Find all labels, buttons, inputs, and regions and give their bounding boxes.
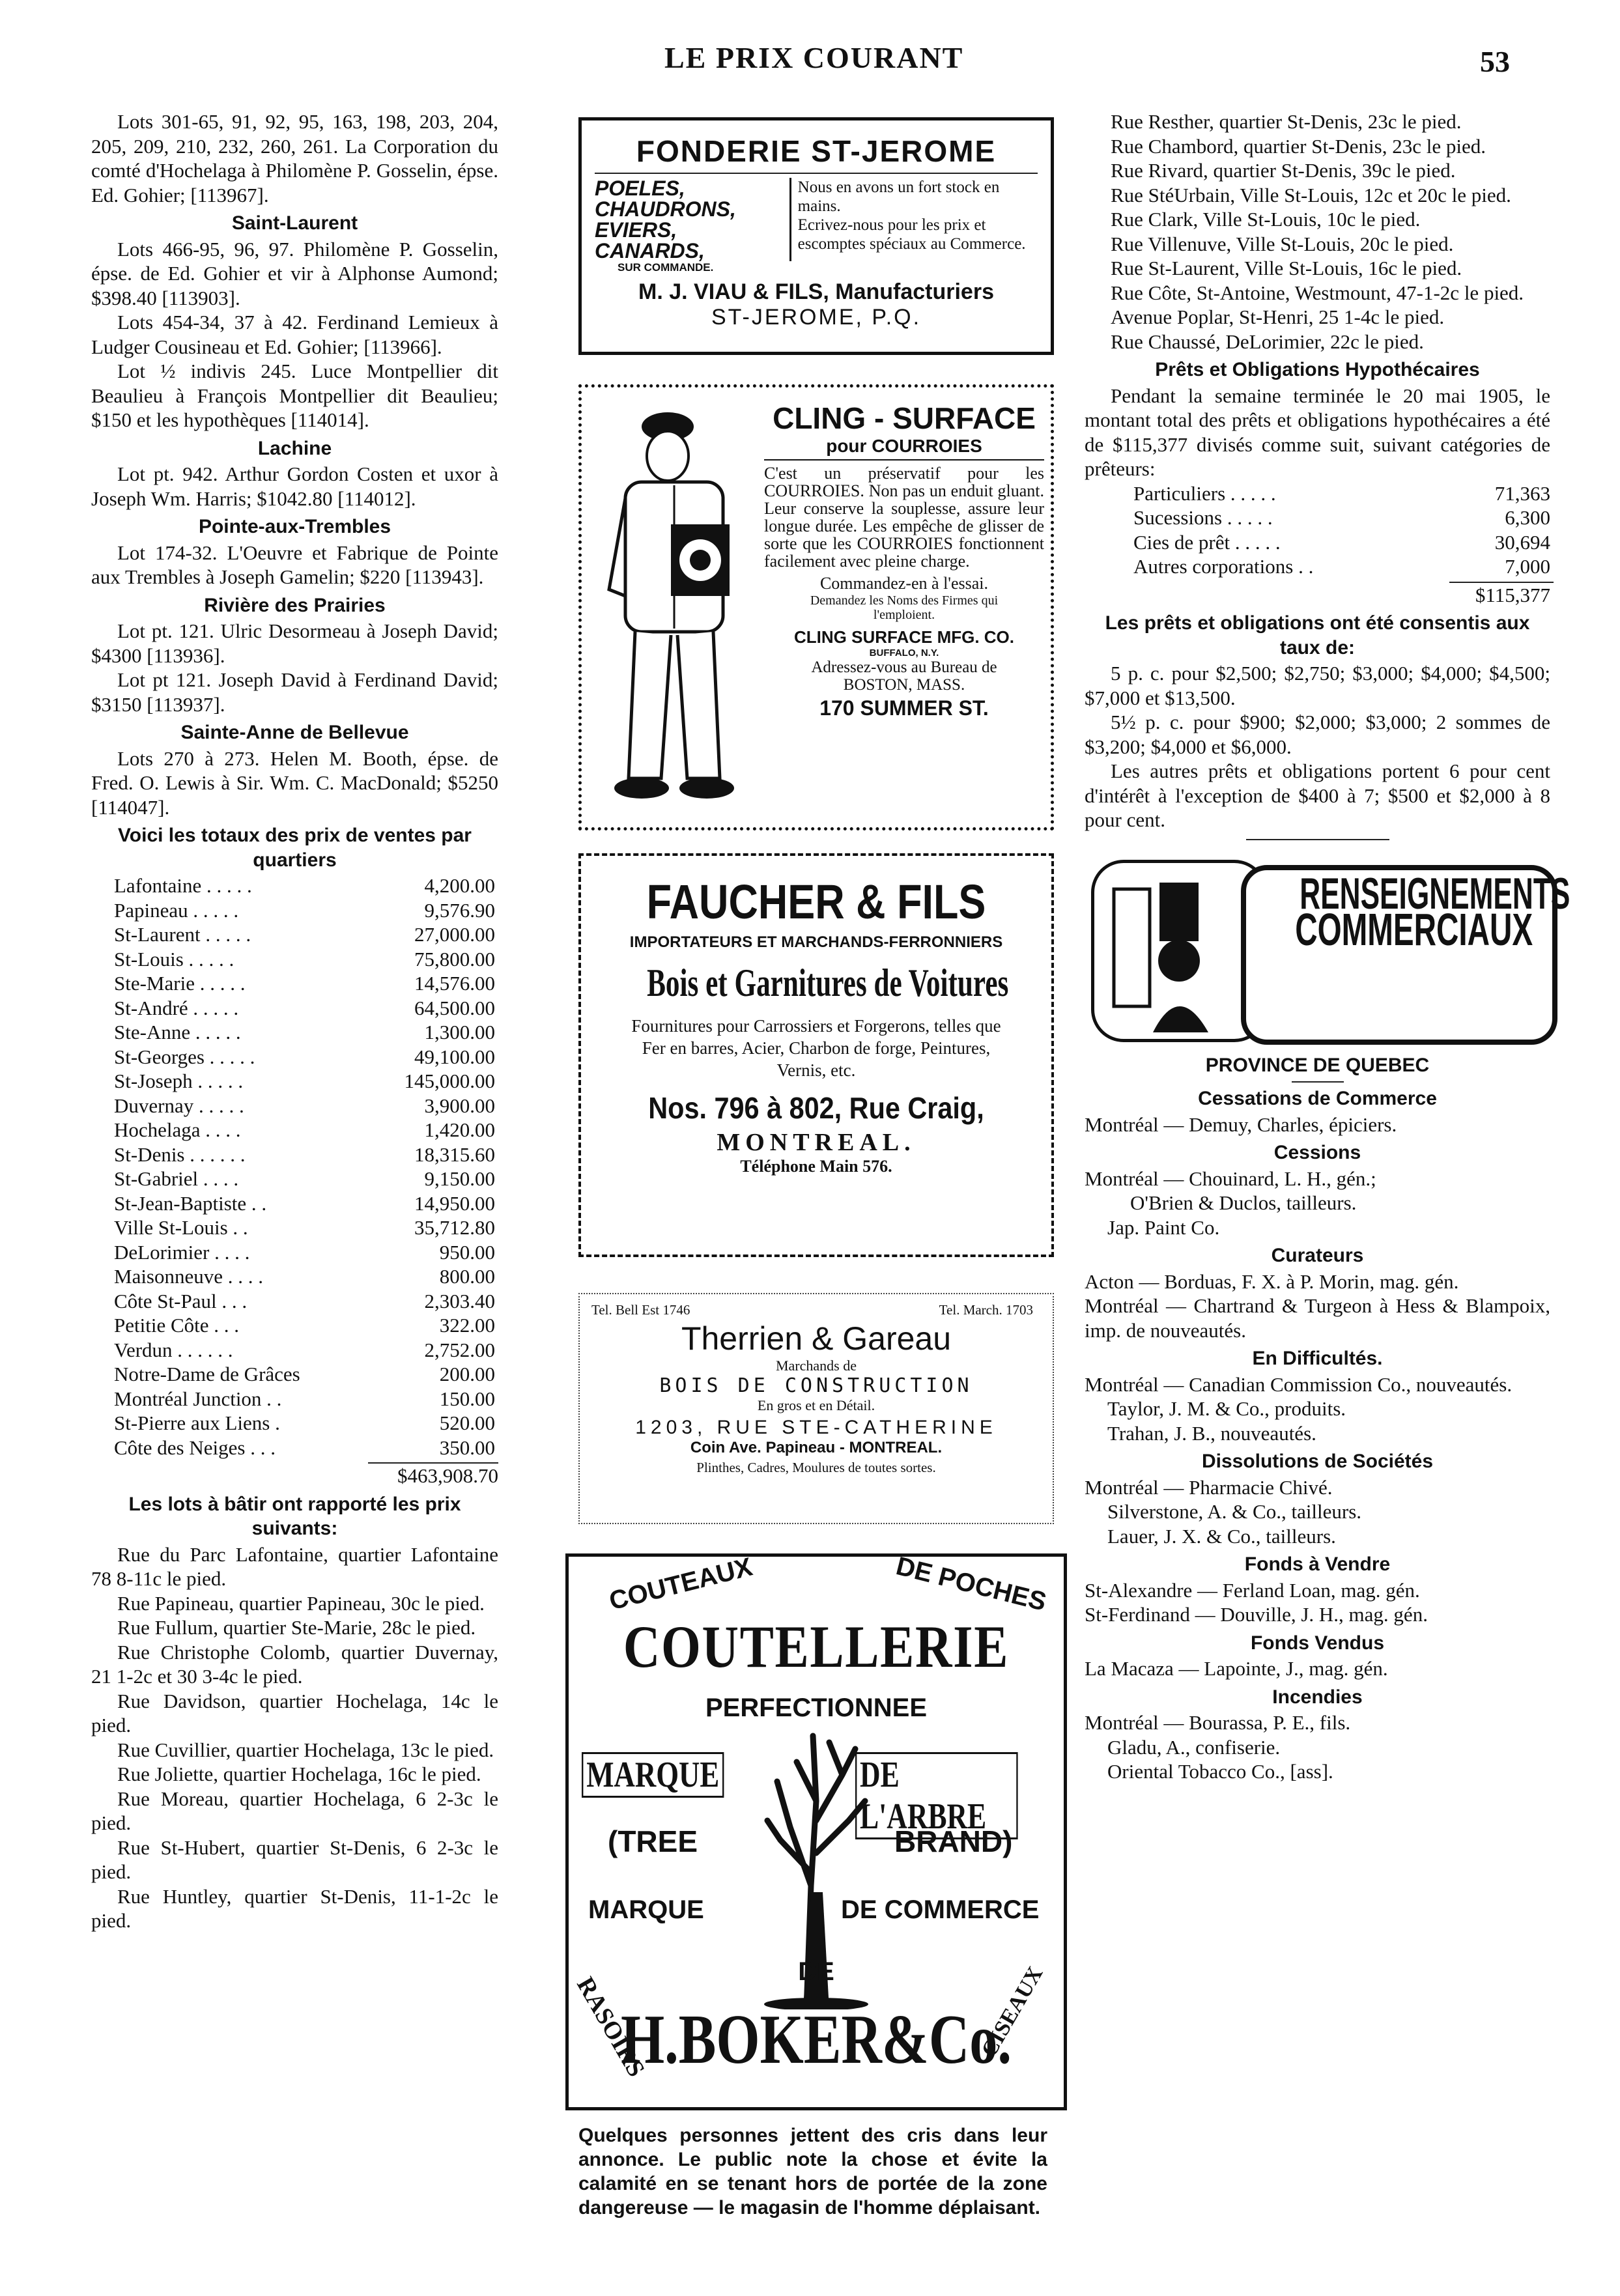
row-label: Montréal Junction . . bbox=[114, 1387, 282, 1410]
ad-order: Commandez-en à l'essai. bbox=[819, 574, 989, 593]
row-label: Côte St-Paul . . . bbox=[114, 1289, 248, 1312]
row-label: Petitie Côte . . . bbox=[114, 1314, 240, 1337]
list-item: Rue St-Hubert, quartier St-Denis, 6 2-3c le pied. bbox=[91, 1835, 498, 1883]
list-item: Rue StéUrbain, Ville St-Louis, 12c et 20c le pied. bbox=[1111, 183, 1511, 206]
table-row bbox=[114, 1045, 495, 1070]
entry: Montréal — Chouinard, L. H., gén.; bbox=[1085, 1167, 1376, 1190]
logo-banner bbox=[1241, 865, 1570, 1045]
list-item: Rue Joliette, quartier Hochelaga, 16c le pied. bbox=[117, 1763, 481, 1785]
row-label: Ste-Anne . . . . . bbox=[114, 1021, 241, 1043]
ad-body: Fournitures pour Carrossiers et Forgerons, telles que Fer en barres, Acier, Charbon de forge, Peintures, Vernis, etc. bbox=[631, 1016, 1001, 1080]
worker-illustration bbox=[596, 401, 765, 817]
totals-table bbox=[114, 873, 495, 1460]
list-item: Rue Moreau, quartier Hochelaga, 6 2-3c le pied. bbox=[91, 1787, 498, 1834]
streets-list bbox=[1085, 109, 1550, 354]
ad-items: POELES, CHAUDRONS, EVIERS, CANARDS, bbox=[595, 177, 736, 262]
row-label: St-André . . . . . bbox=[114, 996, 239, 1019]
ad-ask: Demandez les Noms des Firmes qui l'emploient. bbox=[810, 593, 999, 622]
table-row bbox=[114, 898, 495, 923]
paragraph: Pendant la semaine terminée le 20 mai 1905, le montant total des prêts et obligations hypothécaires a été de $115,377 divisés comme suit, suivant catégories de prêteurs: bbox=[1085, 384, 1550, 480]
lenders-total: $115,377 bbox=[1475, 583, 1550, 606]
table-row bbox=[114, 1118, 495, 1142]
ad-maker: M. J. VIAU & FILS, Manufacturiers bbox=[638, 279, 994, 304]
ad-footnote: Plinthes, Cadres, Moulures de toutes sortes. bbox=[696, 1460, 936, 1475]
section-heading: PROVINCE DE QUEBEC bbox=[1205, 1054, 1430, 1076]
row-label: Sucessions . . . . . bbox=[1133, 506, 1273, 529]
running-title: LE PRIX COURANT bbox=[664, 41, 964, 74]
section-heading: Curateurs bbox=[1271, 1245, 1364, 1266]
row-value: 145,000.00 bbox=[404, 1070, 495, 1092]
ad-corner-text: COUTEAUX bbox=[606, 1552, 756, 1616]
list-item: Rue Papineau, quartier Papineau, 30c le pied. bbox=[117, 1591, 485, 1615]
ad-city: BUFFALO, N.Y. bbox=[869, 647, 939, 659]
paragraph: Lot pt. 121. Ulric Desormeau à Joseph David; $4300 [113936]. bbox=[91, 619, 498, 667]
table-row bbox=[114, 1338, 495, 1363]
entry: Acton — Borduas, F. X. à P. Morin, mag. gén. bbox=[1085, 1269, 1459, 1293]
paragraph: 5½ p. c. pour $900; $2,000; $3,000; 2 sommes de $3,200; $4,000 et $6,000. bbox=[1085, 711, 1550, 758]
ad-note: Nous en avons un fort stock en mains. bbox=[797, 178, 1000, 215]
ad-address: Adressez-vous au Bureau de BOSTON, MASS. bbox=[811, 659, 997, 694]
table-row bbox=[114, 1094, 495, 1118]
row-label: St-Denis . . . . . . bbox=[114, 1142, 246, 1166]
section-heading: Les prêts et obligations ont été consentis aux taux de: bbox=[1105, 612, 1530, 659]
row-value: 9,150.00 bbox=[424, 1167, 495, 1190]
paragraph: Lots 301-65, 91, 92, 95, 163, 198, 203, 204, 205, 209, 210, 232, 260, 261. La Corporation du comté d'Hochelaga à Philomène P. Gosselin, épse. Ed. Gohier; [113967]. bbox=[91, 110, 498, 206]
row-label: St-Louis . . . . . bbox=[114, 947, 234, 971]
ad-address: 1203, RUE STE-CATHERINE bbox=[635, 1417, 997, 1438]
ad-therrien bbox=[578, 1293, 1054, 1524]
row-value: 4,200.00 bbox=[424, 874, 495, 897]
ad-street: 170 SUMMER ST. bbox=[819, 696, 989, 720]
ad-telephone: Tel. March. 1703 bbox=[939, 1302, 1033, 1318]
ad-arbre: DE L'ARBRE bbox=[855, 1752, 1018, 1839]
row-value: 3,900.00 bbox=[424, 1094, 495, 1117]
row-value: 150.00 bbox=[439, 1387, 495, 1410]
ad-corner-text: DE POCHES bbox=[893, 1552, 1049, 1617]
telephone-operator-icon bbox=[1094, 863, 1257, 1032]
section-heading: Fonds Vendus bbox=[1250, 1632, 1385, 1654]
ad-faucher bbox=[578, 853, 1054, 1257]
list-item: Rue Clark, Ville St-Louis, 10c le pied. bbox=[1111, 208, 1421, 231]
paragraph: Les autres prêts et obligations portent 6 pour cent d'intérêt à l'exception de $400 à 7; $500 et $2,000 à 8 pour cent. bbox=[1085, 759, 1550, 831]
right-column bbox=[1085, 109, 1570, 1784]
row-label: Particuliers . . . . . bbox=[1133, 481, 1276, 505]
table-row bbox=[1133, 505, 1550, 530]
table-row bbox=[114, 1289, 495, 1314]
ad-company: CLING SURFACE MFG. CO. bbox=[794, 627, 1014, 647]
divider bbox=[595, 173, 1038, 174]
list-item: Rue Villenuve, Ville St-Louis, 20c le pied. bbox=[1111, 232, 1454, 255]
ad-note: Ecrivez-nous pour les prix et escomptes spéciaux au Commerce. bbox=[797, 216, 1026, 253]
list-item: Rue Christophe Colomb, quartier Duvernay, 21 1-2c et 30 3-4c le pied. bbox=[91, 1640, 498, 1688]
entry: Gladu, A., confiserie. bbox=[1107, 1735, 1281, 1759]
row-value: 2,752.00 bbox=[424, 1338, 495, 1361]
row-label: Duvernay . . . . . bbox=[114, 1094, 244, 1117]
ad-title: FONDERIE ST-JEROME bbox=[636, 134, 997, 168]
table-row bbox=[114, 1020, 495, 1045]
section-heading: Sainte-Anne de Bellevue bbox=[180, 722, 409, 743]
row-label: Maisonneuve . . . . bbox=[114, 1265, 264, 1288]
entry: Jap. Paint Co. bbox=[1107, 1215, 1220, 1239]
section-heading: Saint-Laurent bbox=[231, 212, 358, 234]
table-row bbox=[114, 947, 495, 972]
ad-place: ST-JEROME, P.Q. bbox=[711, 305, 922, 330]
table-row bbox=[114, 1167, 495, 1191]
entry: Lauer, J. X. & Co., tailleurs. bbox=[1107, 1524, 1336, 1548]
row-label: Cies de prêt . . . . . bbox=[1133, 530, 1281, 554]
row-value: 520.00 bbox=[439, 1411, 495, 1434]
table-row bbox=[114, 996, 495, 1021]
grand-total: $463,908.70 bbox=[397, 1464, 498, 1487]
ad-telephone: Tel. Bell Est 1746 bbox=[591, 1302, 690, 1318]
ad-note: SUR COMMANDE. bbox=[618, 261, 714, 274]
row-label: St-Joseph . . . . . bbox=[114, 1070, 244, 1092]
list-item: Rue Chambord, quartier St-Denis, 23c le pied. bbox=[1111, 134, 1486, 158]
list-item: Rue du Parc Lafontaine, quartier Lafontaine 78 8-11c le pied. bbox=[91, 1542, 498, 1590]
table-row bbox=[114, 1411, 495, 1436]
entry: Montréal — Chartrand & Turgeon à Hess & Blampoix, imp. de nouveautés. bbox=[1085, 1294, 1550, 1342]
table-row bbox=[1133, 530, 1550, 555]
row-value: 950.00 bbox=[439, 1240, 495, 1264]
paragraph: Lot pt. 942. Arthur Gordon Costen et uxor à Joseph Wm. Harris; $1042.80 [114012]. bbox=[91, 462, 498, 510]
ad-tree: (TREE bbox=[608, 1824, 698, 1858]
row-value: 2,303.40 bbox=[424, 1289, 495, 1312]
ad-body: C'est un préservatif pour les COURROIES. Non pas un enduit gluant. Leur conserve la souplesse, assure leur longue durée. Les empêche de glisser de sorte que les COURROIES fonctionnent facilement avec pleine charge. bbox=[764, 464, 1044, 571]
row-value: 75,800.00 bbox=[414, 947, 495, 971]
ad-notice: Quelques personnes jettent des cris dans leur annonce. Le public note la chose et évite la calamité en se tenant hors de portée de la zone dangereuse — le magasin de l'homme déplaisant. bbox=[578, 2125, 1047, 2218]
ad-title: CLING - SURFACE bbox=[773, 401, 1036, 435]
row-value: 800.00 bbox=[439, 1265, 495, 1288]
row-label: St-Jean-Baptiste . . bbox=[114, 1191, 267, 1215]
entry: Montréal — Canadian Commission Co., nouveautés. bbox=[1085, 1372, 1513, 1396]
section-heading: Fonds à Vendre bbox=[1244, 1553, 1391, 1575]
entry: Montréal — Demuy, Charles, épiciers. bbox=[1085, 1113, 1397, 1136]
ad-commerce: DE COMMERCE bbox=[841, 1895, 1040, 1924]
row-value: 27,000.00 bbox=[414, 923, 495, 946]
table-row bbox=[1133, 554, 1550, 579]
list-item: Rue Huntley, quartier St-Denis, 11-1-2c le pied. bbox=[91, 1884, 498, 1932]
table-row bbox=[114, 1436, 495, 1460]
row-value: 18,315.60 bbox=[414, 1142, 495, 1166]
list-item: Rue Davidson, quartier Hochelaga, 14c le pied. bbox=[91, 1689, 498, 1736]
table-row bbox=[114, 1362, 495, 1387]
list-item: Rue Chaussé, DeLorimier, 22c le pied. bbox=[1111, 330, 1424, 353]
paragraph: Lot pt 121. Joseph David à Ferdinand David; $3150 [113937]. bbox=[91, 668, 498, 716]
ad-subtitle: PERFECTIONNEE bbox=[705, 1694, 928, 1722]
divider bbox=[1246, 839, 1389, 840]
entry: O'Brien & Duclos, tailleurs. bbox=[1130, 1191, 1357, 1214]
logo-text: COMMERCIAUX bbox=[1295, 904, 1533, 955]
logo-text: RENSEIGNEMENTS bbox=[1300, 868, 1570, 918]
row-value: 1,420.00 bbox=[424, 1118, 495, 1141]
row-value: 35,712.80 bbox=[414, 1216, 495, 1239]
row-label: Hochelaga . . . . bbox=[114, 1118, 241, 1141]
entry: Trahan, J. B., nouveautés. bbox=[1107, 1421, 1316, 1445]
list-item: Rue Côte, St-Antoine, Westmount, 47-1-2c le pied. bbox=[1111, 281, 1524, 304]
row-value: 49,100.00 bbox=[414, 1045, 495, 1068]
ad-title: FAUCHER & FILS bbox=[646, 875, 986, 929]
ad-boker bbox=[565, 1553, 1067, 2110]
section-heading: Dissolutions de Sociétés bbox=[1201, 1451, 1434, 1472]
table-row bbox=[114, 1264, 495, 1289]
section-heading: Cessions bbox=[1273, 1142, 1361, 1163]
table-row bbox=[114, 922, 495, 947]
table-row bbox=[114, 1240, 495, 1265]
ad-marque: MARQUE bbox=[582, 1752, 724, 1798]
table-row bbox=[114, 971, 495, 996]
row-label: DeLorimier . . . . bbox=[114, 1240, 250, 1264]
ad-subtitle: En gros et en Détail. bbox=[757, 1397, 875, 1413]
table-row bbox=[1133, 481, 1550, 506]
row-label: Verdun . . . . . . bbox=[114, 1338, 233, 1361]
ad-cling-surface bbox=[578, 384, 1054, 830]
row-label: St-Laurent . . . . . bbox=[114, 923, 251, 946]
table-row bbox=[114, 1191, 495, 1216]
section-heading: Prêts et Obligations Hypothécaires bbox=[1155, 359, 1480, 380]
list-item: Rue Rivard, quartier St-Denis, 39c le pied. bbox=[1111, 159, 1456, 182]
row-label: St-Gabriel . . . . bbox=[114, 1167, 239, 1190]
row-value: 14,576.00 bbox=[414, 972, 495, 995]
ad-subtitle: IMPORTATEURS ET MARCHANDS-FERRONNIERS bbox=[629, 933, 1003, 951]
ad-fonderie bbox=[578, 117, 1054, 355]
row-label: Ville St-Louis . . bbox=[114, 1216, 248, 1239]
row-value: 322.00 bbox=[439, 1314, 495, 1337]
ad-maker: H.BOKER&Co. bbox=[620, 2001, 1012, 2078]
section-heading: En Difficultés. bbox=[1252, 1348, 1383, 1369]
ad-subtitle: Marchands de bbox=[775, 1357, 857, 1374]
list-item: Rue Cuvillier, quartier Hochelaga, 13c le pied. bbox=[117, 1738, 494, 1761]
ad-subtitle: BOIS DE CONSTRUCTION bbox=[659, 1374, 973, 1397]
row-value: 6,300 bbox=[1505, 506, 1550, 529]
row-value: 30,694 bbox=[1494, 530, 1550, 554]
divider bbox=[1292, 1081, 1344, 1083]
section-heading: Cessations de Commerce bbox=[1198, 1088, 1437, 1109]
entry: Montréal — Pharmacie Chivé. bbox=[1085, 1475, 1333, 1499]
section-heading: Pointe-aux-Trembles bbox=[198, 516, 391, 537]
paragraph: Lot ½ indivis 245. Luce Montpellier dit Beaulieu à François Montpellier dit Beaulieu; $150 et les hypothèques [114014]. bbox=[91, 360, 498, 431]
entry: St-Alexandre — Ferland Loan, mag. gén. bbox=[1085, 1578, 1420, 1602]
row-label: Autres corporations . . bbox=[1133, 555, 1314, 578]
row-value: 71,363 bbox=[1494, 481, 1550, 505]
ad-headline: Bois et Garnitures de Voitures bbox=[647, 961, 1009, 1004]
row-value: 350.00 bbox=[439, 1436, 495, 1459]
table-row bbox=[114, 873, 495, 898]
section-heading: Rivière des Prairies bbox=[204, 594, 386, 616]
entry: St-Ferdinand — Douville, J. H., mag. gén. bbox=[1085, 1603, 1428, 1626]
ad-telephone: Téléphone Main 576. bbox=[740, 1157, 892, 1176]
row-value: 1,300.00 bbox=[424, 1021, 495, 1043]
row-label: Papineau . . . . . bbox=[114, 898, 239, 922]
entry: Silverstone, A. & Co., tailleurs. bbox=[1107, 1500, 1362, 1523]
entry: Oriental Tobacco Co., [ass]. bbox=[1107, 1760, 1333, 1783]
paragraph: 5 p. c. pour $2,500; $2,750; $3,000; $4,000; $4,500; $7,000 et $13,500. bbox=[1085, 662, 1550, 709]
left-column bbox=[91, 109, 498, 1933]
renseignements-logo bbox=[1085, 860, 1570, 1045]
entry: Montréal — Bourassa, P. E., fils. bbox=[1085, 1711, 1351, 1734]
ad-brand: BRAND) bbox=[894, 1824, 1013, 1858]
list-item: Rue Resther, quartier St-Denis, 23c le pied. bbox=[1111, 110, 1462, 133]
row-value: 9,576.90 bbox=[424, 898, 495, 922]
row-label: Lafontaine . . . . . bbox=[114, 874, 252, 897]
table-row bbox=[114, 1215, 495, 1240]
page-number: 53 bbox=[1480, 45, 1510, 78]
ad-title: Therrien & Gareau bbox=[681, 1320, 952, 1357]
row-label: St-Pierre aux Liens . bbox=[114, 1411, 280, 1434]
row-value: 14,950.00 bbox=[414, 1191, 495, 1215]
list-item: Rue St-Laurent, Ville St-Louis, 16c le pied. bbox=[1111, 257, 1462, 279]
totals-heading: Voici les totaux des prix de ventes par quartiers bbox=[118, 825, 472, 871]
ad-de: DE bbox=[798, 1957, 834, 1986]
ad-marque: MARQUE bbox=[588, 1895, 704, 1924]
lots-list bbox=[91, 1542, 498, 1933]
section-heading: Lachine bbox=[257, 437, 332, 459]
ad-side-text: CISEAUX bbox=[976, 1963, 1048, 2062]
list-item: Avenue Poplar, St-Henri, 25 1-4c le pied. bbox=[1111, 305, 1445, 328]
ad-subtitle: pour COURROIES bbox=[764, 436, 1044, 461]
table-row bbox=[114, 1069, 495, 1094]
paragraph: Lots 466-95, 96, 97. Philomène P. Gosselin, épse. de Ed. Gohier et vir à Alphonse Aumond; $398.40 [113903]. bbox=[91, 237, 498, 309]
ad-corner: Coin Ave. Papineau - MONTREAL. bbox=[690, 1439, 943, 1456]
ad-title: COUTELLERIE bbox=[623, 1613, 1010, 1680]
row-label: Notre-Dame de Grâces bbox=[114, 1363, 300, 1385]
entry: Taylor, J. M. & Co., produits. bbox=[1107, 1397, 1346, 1420]
paragraph: Lot 174-32. L'Oeuvre et Fabrique de Pointe aux Trembles à Joseph Gamelin; $220 [113943]. bbox=[91, 541, 498, 588]
row-value: 64,500.00 bbox=[414, 996, 495, 1019]
row-label: Côte des Neiges . . . bbox=[114, 1436, 276, 1459]
lenders-table bbox=[1133, 481, 1550, 579]
ad-address: Nos. 796 à 802, Rue Craig, bbox=[648, 1091, 984, 1125]
section-heading: Incendies bbox=[1272, 1686, 1363, 1708]
table-row bbox=[114, 1387, 495, 1411]
paragraph: Lots 270 à 273. Helen M. Booth, épse. de Fred. O. Lewis à Sir. Wm. C. MacDonald; $5250 [114047]. bbox=[91, 746, 498, 819]
row-value: 7,000 bbox=[1505, 555, 1550, 578]
entry: La Macaza — Lapointe, J., mag. gén. bbox=[1085, 1657, 1388, 1680]
list-item: Rue Fullum, quartier Ste-Marie, 28c le pied. bbox=[117, 1616, 476, 1639]
row-label: St-Georges . . . . . bbox=[114, 1045, 255, 1068]
ad-side-text: RASOIRS bbox=[571, 1972, 650, 2082]
row-value: 200.00 bbox=[439, 1363, 495, 1385]
table-row bbox=[114, 1313, 495, 1338]
ad-city: MONTREAL. bbox=[717, 1129, 916, 1156]
paragraph: Lots 454-34, 37 à 42. Ferdinand Lemieux à Ludger Cousineau et Ed. Gohier; [113966]. bbox=[91, 311, 498, 358]
row-label: Ste-Marie . . . . . bbox=[114, 972, 246, 995]
lots-heading: Les lots à bâtir ont rapporté les prix suivants: bbox=[128, 1493, 461, 1539]
table-row bbox=[114, 1142, 495, 1167]
